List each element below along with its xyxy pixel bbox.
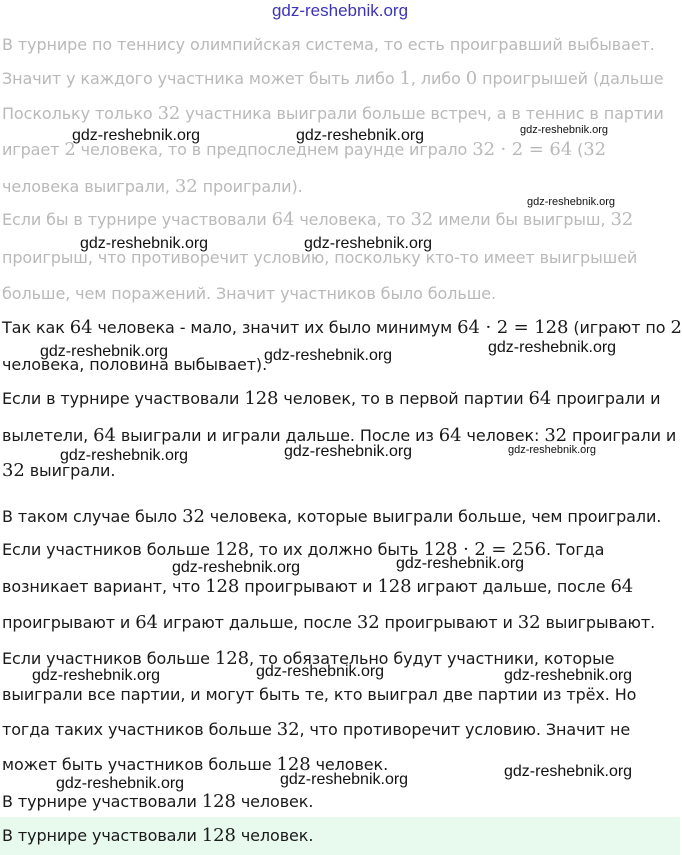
solution-line-22: В турнире участвовали 128 человек.: [2, 791, 314, 812]
watermark: gdz-reshebnik.org: [264, 347, 393, 364]
solution-line-14: В таком случае было 32 человека, которые выиграли больше, чем проиграли.: [2, 506, 662, 527]
faded-line-5: человека выиграли, 32 проиграли).: [2, 176, 303, 197]
watermark: gdz-reshebnik.org: [56, 775, 185, 792]
faded-line-3: Поскольку только 32 участника выиграли больше встреч, а в теннис в партии: [2, 103, 664, 124]
watermark: gdz-reshebnik.org: [60, 447, 189, 464]
watermark: gdz-reshebnik.org: [504, 763, 633, 780]
faded-line-6: Если бы в турнире участвовали 64 человека, то 32 имели бы выигрыш, 32: [2, 209, 634, 230]
solution-line-15: Если участников больше 128, то их должно быть 128 · 2 = 256. Тогда: [2, 539, 605, 560]
watermark: gdz-reshebnik.org: [280, 771, 409, 788]
watermark: gdz-reshebnik.org: [504, 667, 633, 684]
watermark: gdz-reshebnik.org: [304, 235, 433, 252]
faded-line-7: проигрыш, что противоречит условию, поскольку кто-то имеет выигрышей: [2, 248, 638, 267]
faded-line-2: Значит у каждого участника может быть либо 1, либо 0 проигрышей (дальше: [2, 68, 664, 89]
faded-line-8: больше, чем поражений. Значит участников было больше.: [2, 284, 496, 303]
solution-line-13: 32 выиграли.: [2, 460, 116, 481]
watermark: gdz-reshebnik.org: [80, 235, 209, 252]
watermark: gdz-reshebnik.org: [32, 667, 161, 684]
watermark: gdz-reshebnik.org: [488, 339, 617, 356]
solution-line-21: может быть участников больше 128 человек.: [2, 754, 389, 775]
watermark: gdz-reshebnik.org: [520, 124, 609, 136]
answer-box: [0, 817, 680, 855]
header-watermark: gdz-reshebnik.org: [271, 1, 409, 20]
solution-line-19: выиграли все партии, и могут быть те, кто выиграл две партии из трёх. Но: [2, 685, 637, 704]
answer-text: В турнире участвовали 128 человек.: [2, 825, 314, 846]
watermark: gdz-reshebnik.org: [284, 443, 413, 460]
watermark: gdz-reshebnik.org: [396, 555, 525, 572]
faded-line-4: играет 2 человека, то в предпоследнем раунде играло 32 · 2 = 64 (32: [2, 139, 606, 160]
solution-line-16: возникает вариант, что 128 проигрывают и 128 играют дальше, после 64: [2, 576, 634, 597]
watermark: gdz-reshebnik.org: [172, 559, 301, 576]
solution-line-9: Так как 64 человека - мало, значит их было минимум 64 · 2 = 128 (играют по 2: [2, 317, 682, 338]
solution-line-12: вылетели, 64 выиграли и играли дальше. После из 64 человек: 32 проиграли и: [2, 425, 677, 446]
solution-line-18: Если участников больше 128, то обязательно будут участники, которые: [2, 648, 615, 669]
watermark: gdz-reshebnik.org: [508, 444, 597, 456]
watermark: gdz-reshebnik.org: [256, 663, 385, 680]
solution-line-10: человека, половина выбывает).: [2, 355, 268, 374]
solution-line-17: проигрывают и 64 играют дальше, после 32 проигрывают и 32 выигрывают.: [2, 612, 656, 633]
watermark: gdz-reshebnik.org: [40, 343, 169, 360]
watermark: gdz-reshebnik.org: [296, 127, 425, 144]
solution-line-20: тогда таких участников больше 32, что противоречит условию. Значит не: [2, 719, 631, 740]
watermark: gdz-reshebnik.org: [72, 127, 201, 144]
solution-line-11: Если в турнире участвовали 128 человек, то в первой партии 64 проиграли и: [2, 388, 661, 409]
watermark: gdz-reshebnik.org: [527, 196, 616, 208]
faded-line-1: В турнире по теннису олимпийская система, то есть проигравший выбывает.: [2, 35, 655, 54]
